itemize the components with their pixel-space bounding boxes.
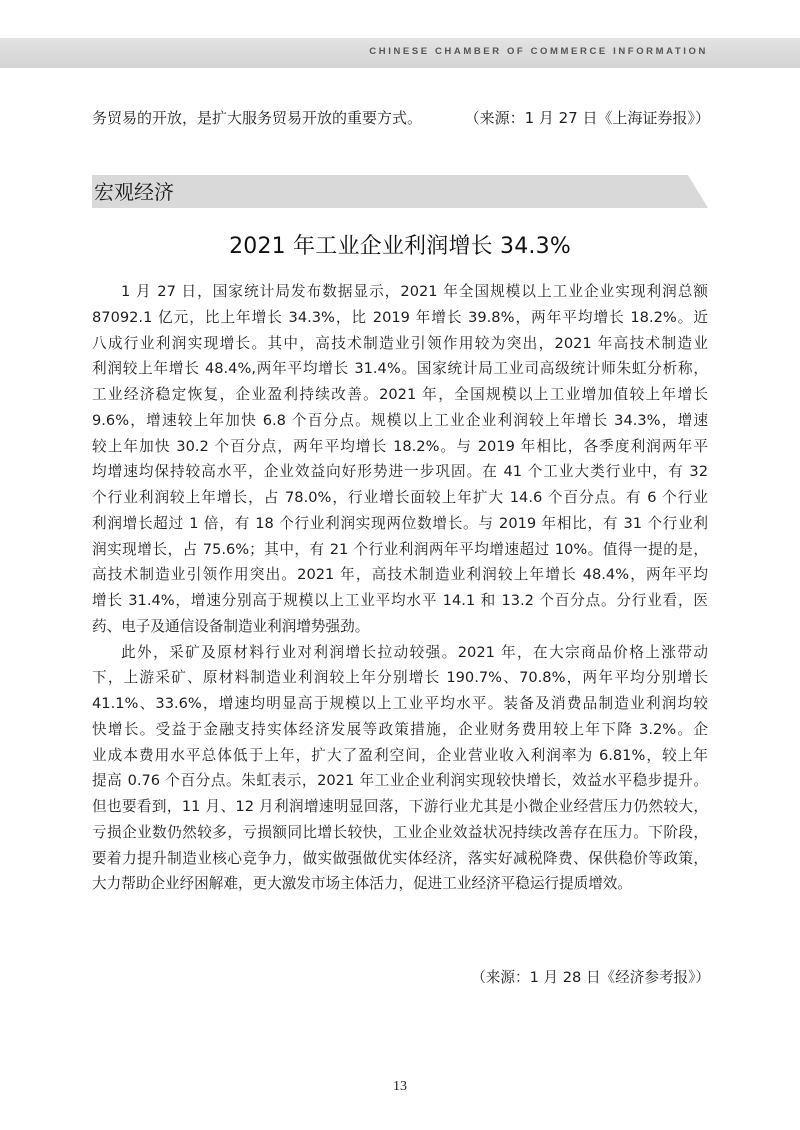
publication-header: CHINESE CHAMBER OF COMMERCE INFORMATION	[369, 46, 708, 57]
body-line: 高技术制造业引领作用突出。2021 年，高技术制造业利润较上年增长 48.4%，两年平均	[92, 566, 708, 584]
section-band	[92, 175, 708, 208]
body-line: 大力帮助企业纾困解难，更大激发市场主体活力，促进工业经济平稳运行提质增效。	[92, 875, 632, 893]
body-line: 41.1%、33.6%，增速均明显高于规模以上工业平均水平。装备及消费品制造业利润均较	[92, 695, 708, 712]
body-line: 要着力提升制造业核心竞争力，做实做强做优实体经济，落实好减税降费、保供稳价等政策，	[92, 849, 708, 867]
section-title: 宏观经济	[94, 180, 174, 204]
body-line: 药、电子及通信设备制造业利润增势强劲。	[92, 617, 370, 635]
lead-text: 务贸易的开放，是扩大服务贸易开放的重要方式。	[92, 109, 423, 127]
body-line: 工业经济稳定恢复，企业盈利持续改善。2021 年，全国规模以上工业增加值较上年增长	[92, 386, 708, 403]
body-line: 个行业利润较上年增长，占 78.0%，行业增长面较上年扩大 14.6 个百分点。有 6 个行业	[92, 489, 708, 506]
body-line: 87092.1 亿元，比上年增长 34.3%，比 2019 年增长 39.8%，两年平均增长 18.2%。近	[92, 308, 708, 326]
body-line: 亏损企业数仍然较多，亏损额同比增长较快，工业企业效益状况持续改善存在压力。下阶段，	[92, 823, 708, 841]
body-line: 9.6%，增速较上年加快 6.8 个百分点。规模以上工业企业利润较上年增长 34.3%，增速	[92, 411, 708, 429]
body-line: 润实现增长，占 75.6%；其中，有 21 个行业利润两年平均增速超过 10%。值得一提的是，	[92, 540, 708, 558]
body-line: 提高 0.76 个百分点。朱虹表示，2021 年工业企业利润实现较快增长，效益水平稳步提升。	[92, 772, 708, 790]
body-line: 均增速均保持较高水平，企业效益向好形势进一步巩固。在 41 个工业大类行业中，有 32	[92, 463, 708, 481]
body-line: 利润增长超过 1 倍，有 18 个行业利润实现两位数增长。与 2019 年相比，有 31 个行业利	[92, 514, 708, 532]
lead-source: （来源：1 月 27 日《上海证券报》）	[464, 109, 710, 127]
page-number: 13	[393, 1079, 407, 1094]
lead-paragraph	[92, 106, 710, 130]
body-line: 业成本费用水平总体低于上年，扩大了盈利空间，企业营业收入利润率为 6.81%，较上年	[92, 746, 708, 764]
body-line: 1 月 27 日，国家统计局发布数据显示，2021 年全国规模以上工业企业实现利润总额	[121, 283, 708, 300]
body-line: 此外，采矿及原材料行业对利润增长拉动较强。2021 年，在大宗商品价格上涨带动	[121, 643, 708, 661]
body-line: 增长 31.4%，增速分别高于规模以上工业平均水平 14.1 和 13.2 个百分点。分行业看，医	[92, 592, 708, 609]
article-body	[92, 279, 708, 897]
body-line: 但也要看到，11 月、12 月利润增速明显回落，下游行业尤其是小微企业经营压力仍然较大，	[92, 798, 708, 815]
body-line: 八成行业利润实现增长。其中，高技术制造业引领作用较为突出，2021 年高技术制造业	[92, 334, 708, 352]
body-line: 快增长。受益于金融支持实体经济发展等政策措施，企业财务费用较上年下降 3.2%。企	[92, 720, 708, 738]
body-line: 下，上游采矿、原材料制造业利润较上年分别增长 190.7%、70.8%，两年平均分别增长	[92, 669, 708, 687]
article-source: （来源：1 月 28 日《经济参考报》）	[471, 969, 710, 986]
body-line: 利润较上年增长 48.4%,两年平均增长 31.4%。国家统计局工业司高级统计师朱虹分析称，	[92, 360, 708, 378]
body-line: 较上年加快 30.2 个百分点，两年平均增长 18.2%。与 2019 年相比，各季度利润两年平	[92, 437, 708, 455]
article-title: 2021 年工业企业利润增长 34.3%	[229, 234, 571, 259]
